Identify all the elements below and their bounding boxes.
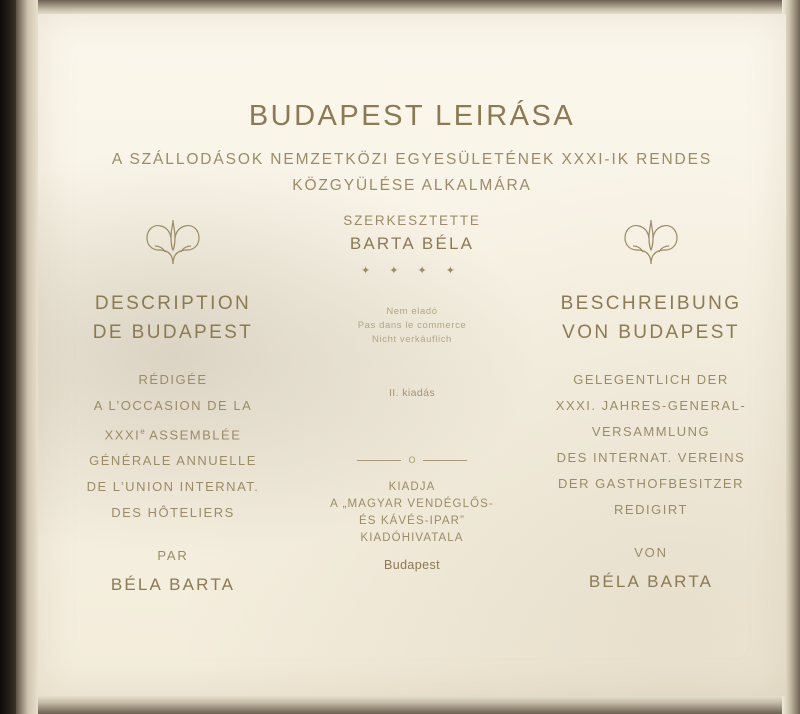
french-body-line-2: A L’OCCASION DE LA [93,398,253,413]
french-heading-line-2: DE BUDAPEST [92,322,254,343]
german-body-line-4: DES INTERNAT. VEREINS [556,450,746,465]
german-heading [526,289,776,347]
french-body-line-1: RÉDIGÉE [138,372,208,387]
page-subtitle [38,147,786,199]
book-spine [0,0,16,714]
not-for-sale-notice [287,305,537,347]
publisher-line-3: ÉS KÁVÉS-IPAR” [359,515,465,527]
german-body-line-6: REDIGIRT [614,502,688,517]
german-heading-line-2: VON BUDAPEST [562,322,740,343]
fleuron-ornament [526,213,776,271]
french-body-line-5: DE L’UNION INTERNAT. [86,479,260,495]
french-body-line-6: DES HÔTELIERS [111,505,235,521]
publisher-imprint [287,479,537,547]
subtitle-line-2: KÖZGYÜLÉSE ALKALMÁRA [292,177,532,194]
column-center [287,213,537,572]
german-body [526,367,776,523]
not-for-sale-de: Nicht verkäuflich [372,334,452,345]
edition-statement: II. kiadás [388,387,436,399]
editor-label: SZERKESZTETTE [343,213,481,228]
german-heading-line-1: BESCHREIBUNG [560,293,742,314]
column-french [48,213,298,595]
german-body-line-3: VERSAMMLUNG [591,424,711,439]
french-body-line-4: GÉNÉRALE ANNUELLE [89,453,257,469]
book-gutter [16,0,38,714]
not-for-sale-hu: Nem eladó [386,306,438,317]
german-by-label: VON [634,545,668,560]
publication-city: Budapest [383,558,441,572]
rule-mark: O [408,455,416,465]
page-title: BUDAPEST LEIRÁSA [248,100,576,132]
page-edge-bottom [38,694,800,714]
ornamental-rule [357,455,467,465]
column-german [526,213,776,592]
title-page [38,14,786,696]
not-for-sale-fr: Pas dans le commerce [357,320,467,331]
dot-divider: ✦ ✦ ✦ ✦ [360,265,464,277]
subtitle-line-1: A SZÁLLODÁSOK NEMZETKÖZI EGYESÜLETÉNEK XXXI-IK RENDES [111,151,713,168]
german-body-line-1: GELEGENTLICH DER [573,372,729,387]
title-columns [38,213,786,613]
french-author: BÉLA BARTA [110,575,236,595]
german-author: BÉLA BARTA [588,572,714,591]
french-by-label: PAR [157,548,189,564]
french-body [48,367,298,526]
fleuron-ornament [48,213,298,271]
french-heading-line-1: DESCRIPTION [94,293,252,314]
german-body-line-2: XXXI. JAHRES-GENERAL- [555,398,747,413]
publisher-line-4: KIADÓHIVATALA [360,532,464,544]
french-heading [48,289,298,347]
publisher-line-2: A „MAGYAR VENDÉGLŐS- [330,498,494,510]
editor-name: BARTA BÉLA [349,234,475,253]
french-body-line-3: XXXIe ASSEMBLÉE [104,427,242,443]
german-body-line-5: DER GASTHOFBESITZER [558,476,744,491]
publisher-line-1: KIADJA [388,481,436,493]
